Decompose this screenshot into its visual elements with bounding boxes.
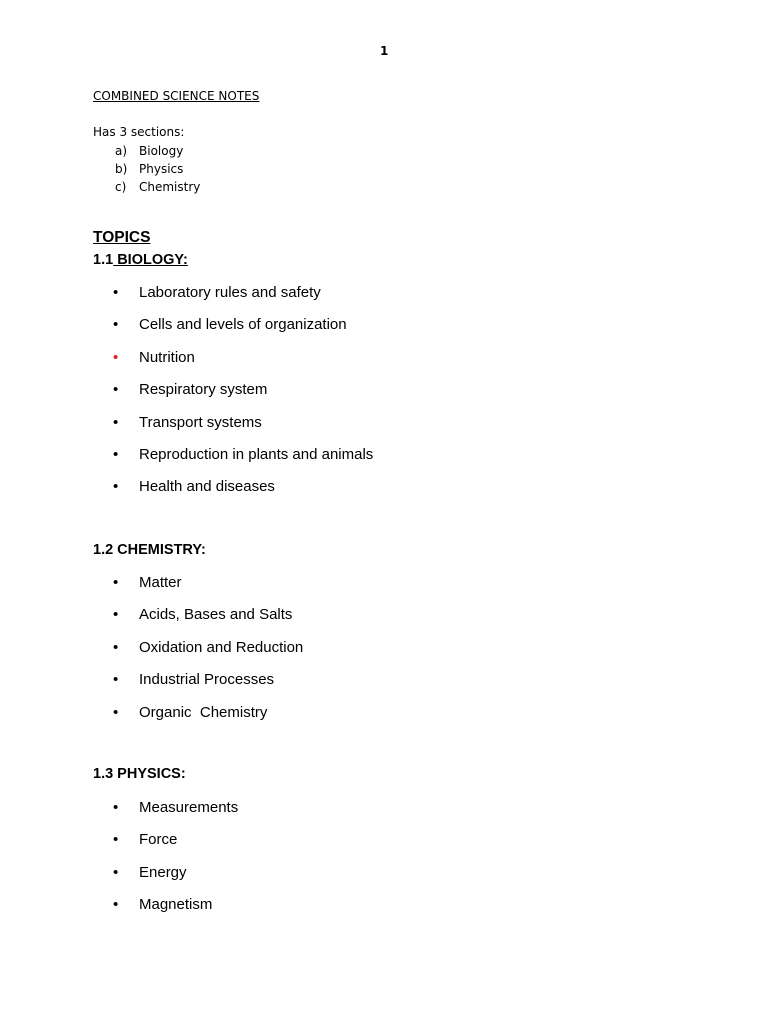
document-title: COMBINED SCIENCE NOTES — [93, 89, 260, 103]
list-item — [113, 284, 373, 316]
list-item — [115, 178, 200, 196]
list-item-text: Reproduction in plants and animals — [139, 445, 374, 463]
list-item-text: Laboratory rules and safety — [139, 284, 321, 301]
list-item — [113, 414, 373, 446]
list-item-text: Magnetism — [139, 896, 213, 914]
list-item-text: Organic Chemistry — [139, 703, 268, 721]
list-item — [113, 639, 303, 671]
bullet-icon: • — [113, 284, 119, 301]
physics-topics-list — [113, 799, 238, 929]
bullet-icon: • — [113, 671, 119, 689]
list-item — [113, 704, 303, 736]
list-item — [115, 142, 200, 160]
page-number: 1 — [380, 44, 389, 58]
bullet-icon: • — [113, 413, 119, 431]
list-item-text: Matter — [139, 574, 182, 591]
list-item-text: Nutrition — [139, 348, 195, 366]
list-label: Physics — [139, 162, 184, 176]
list-marker: c) — [115, 180, 127, 194]
list-item-text: Energy — [139, 863, 187, 881]
topics-heading: TOPICS — [93, 229, 151, 246]
list-label: Biology — [139, 144, 184, 158]
list-item — [113, 316, 373, 348]
list-item — [115, 160, 200, 178]
sections-list — [115, 142, 200, 196]
bullet-icon: • — [113, 478, 119, 496]
list-item — [113, 606, 303, 638]
bullet-icon: • — [113, 606, 119, 624]
biology-topics-list — [113, 284, 373, 511]
bullet-icon: • — [113, 863, 119, 881]
list-item-text: Acids, Bases and Salts — [139, 606, 293, 624]
bullet-icon: • — [113, 831, 119, 849]
list-marker: a) — [115, 144, 128, 158]
list-item — [113, 864, 238, 896]
chemistry-topics-list — [113, 574, 303, 736]
list-item-text: Measurements — [139, 799, 239, 816]
list-item-text: Respiratory system — [139, 381, 268, 399]
list-item-text: Cells and levels of organization — [139, 316, 347, 334]
physics-heading: 1.3 PHYSICS: — [93, 766, 186, 782]
bullet-icon: • — [113, 896, 119, 914]
list-item — [113, 799, 238, 831]
list-item-text: Transport systems — [139, 413, 262, 431]
biology-number: 1.1 — [93, 252, 114, 268]
bullet-icon: • — [113, 703, 119, 721]
list-item — [113, 574, 303, 606]
list-item-text: Industrial Processes — [139, 671, 275, 689]
list-item-text: Force — [139, 831, 178, 849]
bullet-icon: • — [113, 799, 119, 816]
bullet-icon: • — [113, 381, 119, 399]
list-item — [113, 831, 238, 863]
list-label: Chemistry — [139, 180, 201, 194]
list-item — [113, 349, 373, 381]
list-item-text: Oxidation and Reduction — [139, 638, 304, 656]
bullet-icon: • — [113, 445, 119, 463]
biology-title: BIOLOGY: — [113, 252, 188, 268]
list-item — [113, 478, 373, 510]
intro-text: Has 3 sections: — [93, 125, 185, 139]
bullet-icon: • — [113, 316, 119, 334]
list-item — [113, 446, 373, 478]
list-item — [113, 671, 303, 703]
chemistry-heading: 1.2 CHEMISTRY: — [93, 542, 206, 558]
list-item — [113, 381, 373, 413]
bullet-icon: • — [113, 638, 119, 656]
biology-heading — [93, 252, 188, 268]
bullet-icon: • — [113, 574, 119, 591]
list-marker: b) — [115, 162, 128, 176]
list-item-text: Health and diseases — [139, 478, 275, 496]
list-item — [113, 896, 238, 928]
bullet-icon: • — [113, 348, 119, 366]
